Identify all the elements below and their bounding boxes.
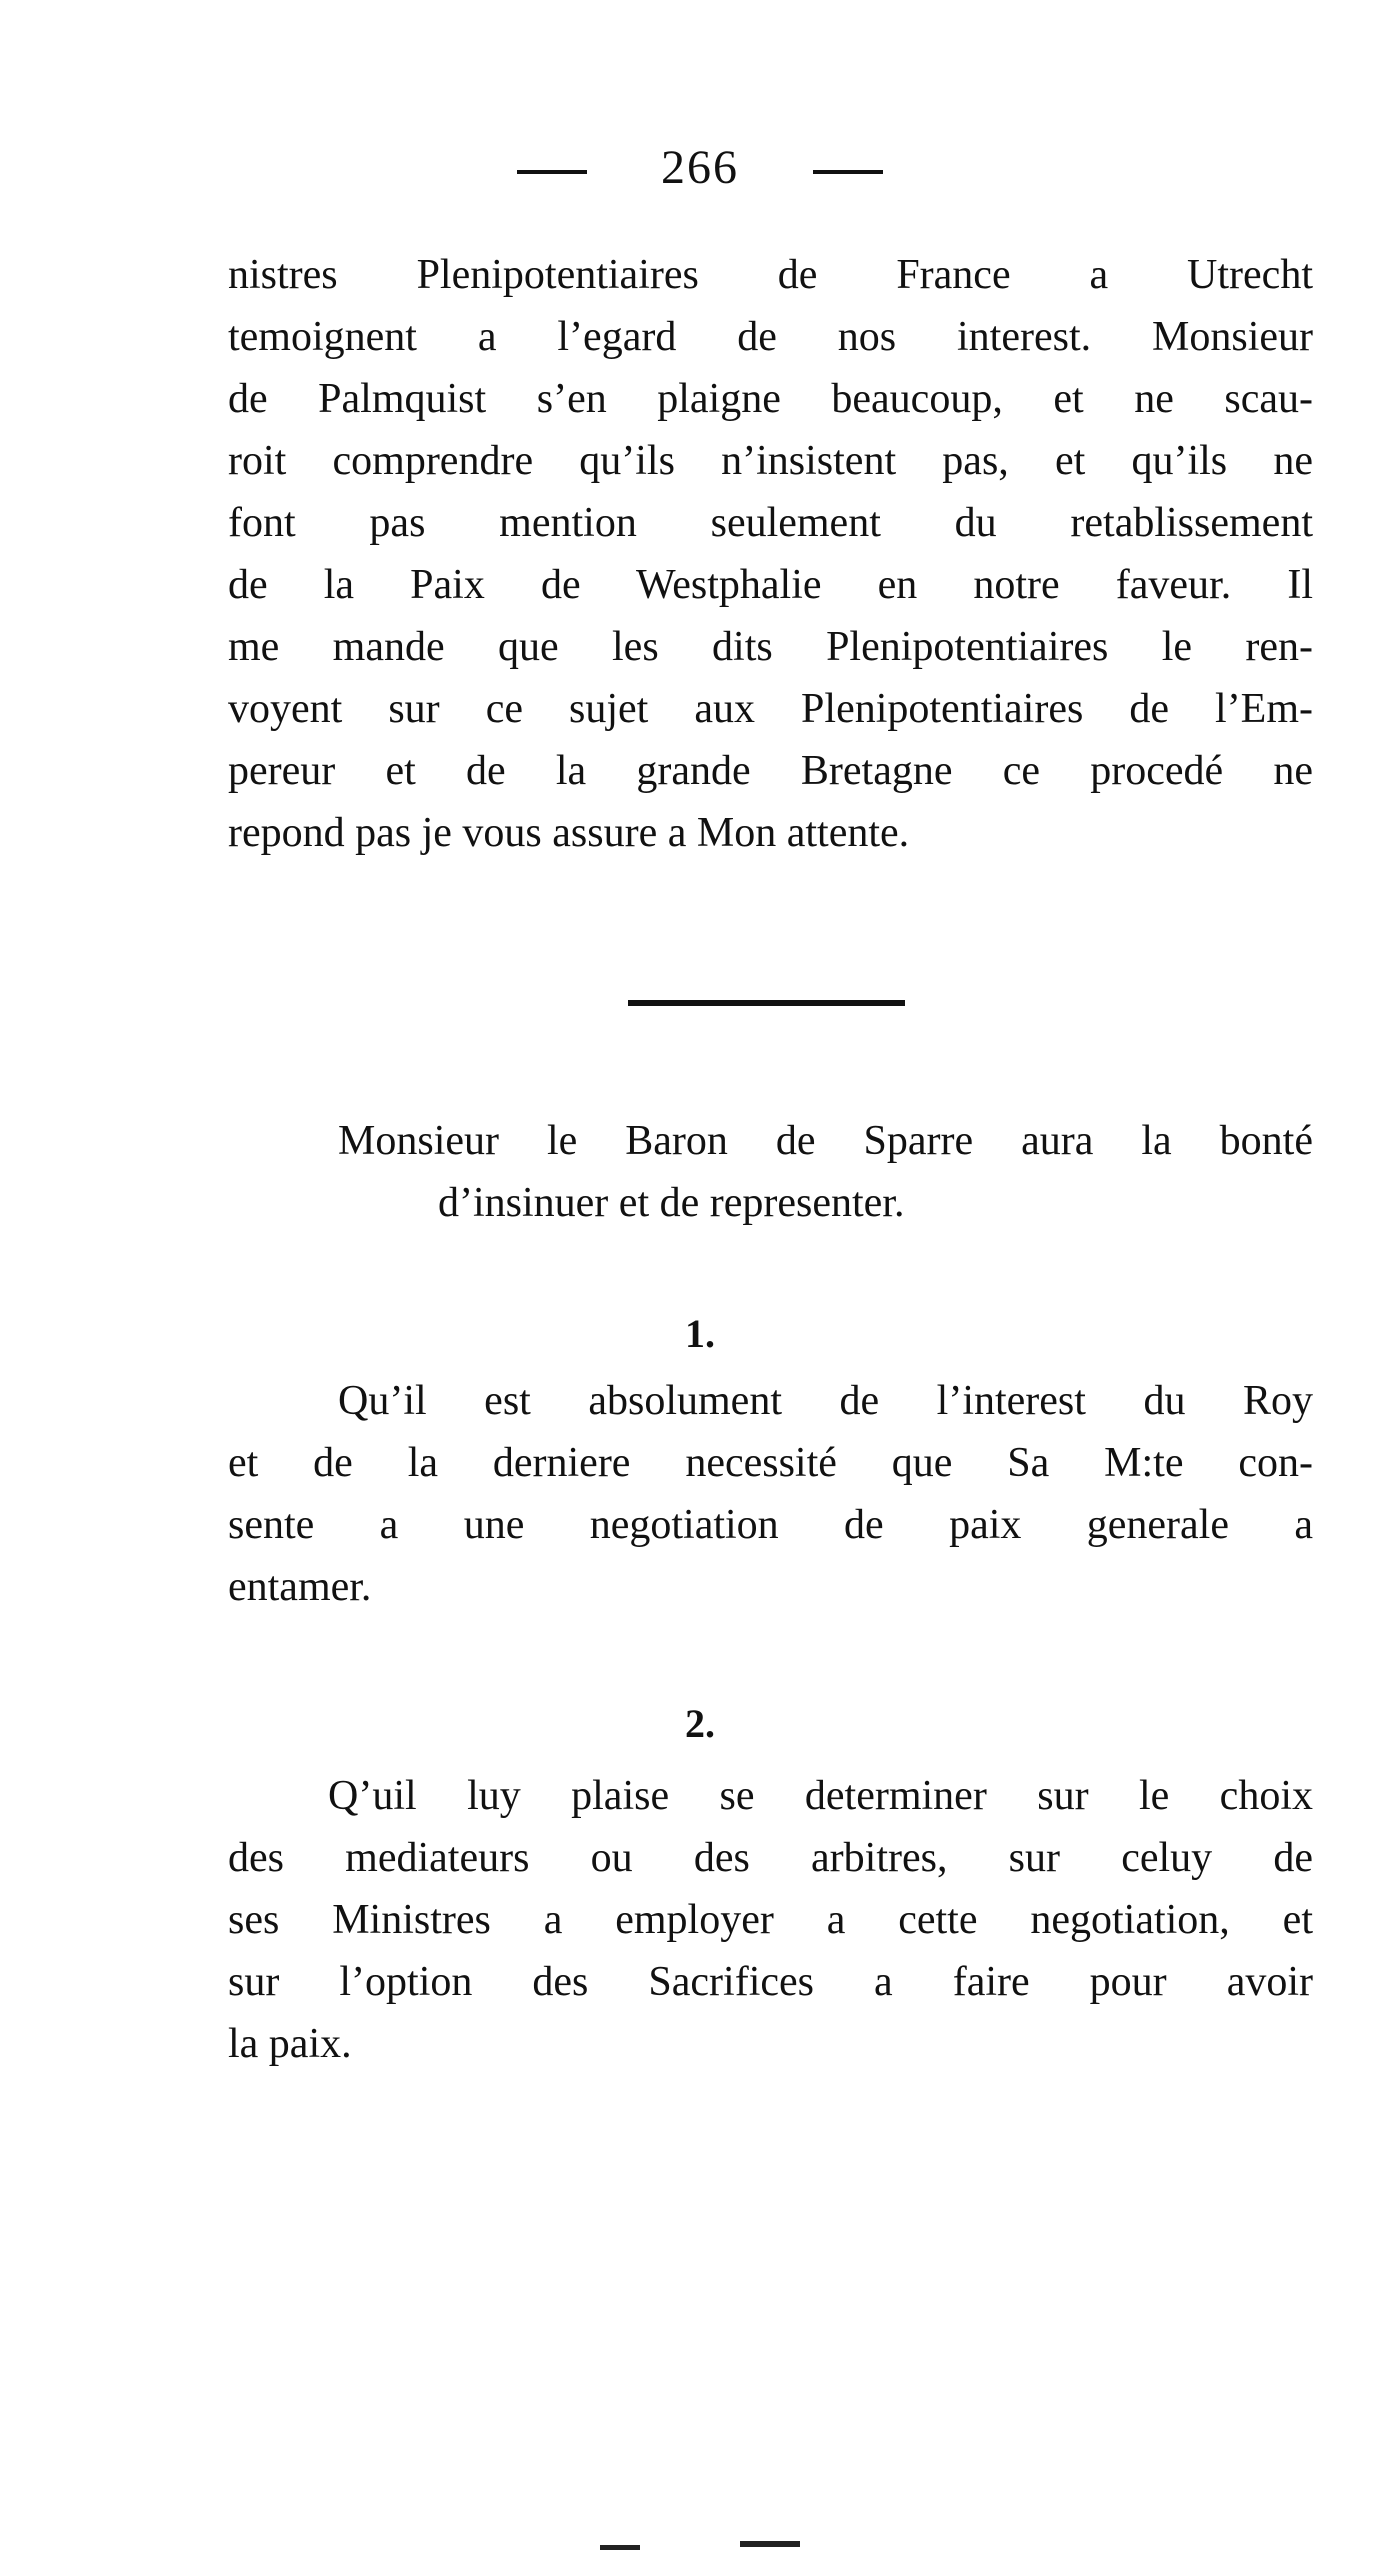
- item-number-1: 1.: [685, 1311, 715, 1356]
- instruction-heading: [338, 1110, 1313, 1234]
- text-line: sente a une negotiation de paix generale a: [228, 1502, 1313, 1548]
- text-line: Q’uil luy plaise se determiner sur le choix: [328, 1773, 1313, 1819]
- text-line: me mande que les dits Plenipotentiaires le ren-: [228, 624, 1313, 670]
- page-number: 266: [661, 141, 739, 194]
- section-divider: [628, 1000, 905, 1006]
- text-line: ses Ministres a employer a cette negotiation, et: [228, 1897, 1313, 1943]
- text-line: la paix.: [228, 2021, 352, 2067]
- text-line: repond pas je vous assure a Mon attente.: [228, 810, 910, 856]
- text-line: roit comprendre qu’ils n’insistent pas, et qu’ils ne: [228, 438, 1313, 484]
- header-dash-left: [517, 170, 587, 174]
- text-line: d’insinuer et de representer.: [438, 1180, 905, 1226]
- item-number-2: 2.: [685, 1701, 715, 1746]
- text-line: et de la derniere necessité que Sa M:te con-: [228, 1440, 1313, 1486]
- text-line: Monsieur le Baron de Sparre aura la bonté: [338, 1118, 1313, 1164]
- text-line: Qu’il est absolument de l’interest du Roy: [338, 1378, 1313, 1424]
- text-line: voyent sur ce sujet aux Plenipotentiaires de l’Em-: [228, 686, 1313, 732]
- text-line: font pas mention seulement du retablissement: [228, 500, 1313, 546]
- text-line: de Palmquist s’en plaigne beaucoup, et ne scau-: [228, 376, 1313, 422]
- text-line: pereur et de la grande Bretagne ce procedé ne: [228, 748, 1313, 794]
- text-line: temoignent a l’egard de nos interest. Monsieur: [228, 314, 1313, 360]
- footer-ink-marks: [600, 2535, 820, 2553]
- text-line: des mediateurs ou des arbitres, sur celuy de: [228, 1835, 1313, 1881]
- text-line: sur l’option des Sacrifices a faire pour avoir: [228, 1959, 1313, 2005]
- page-header: [0, 140, 1400, 195]
- text-line: entamer.: [228, 1564, 372, 1610]
- item-2-text: [228, 1765, 1313, 2075]
- text-line: de la Paix de Westphalie en notre faveur. Il: [228, 562, 1313, 608]
- paragraph-continuation: [228, 244, 1313, 864]
- item-1-text: [228, 1370, 1313, 1618]
- text-line: nistres Plenipotentiaires de France a Utrecht: [228, 252, 1313, 298]
- header-dash-right: [813, 170, 883, 174]
